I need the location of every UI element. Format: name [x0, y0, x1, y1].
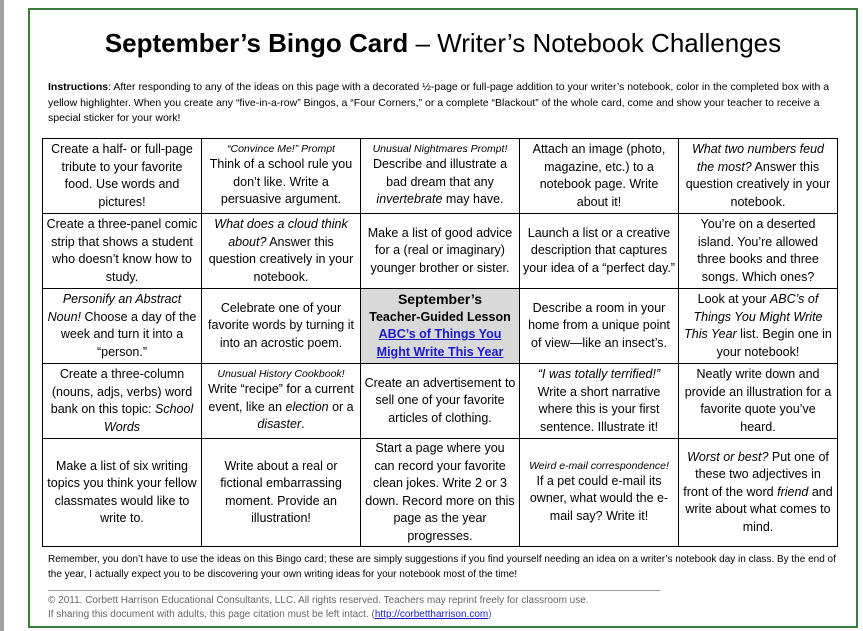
cell-emphasis: “I was totally terrified!” [537, 367, 661, 381]
bingo-row [43, 364, 838, 439]
cell-text: Answer this question creatively in your notebook. [685, 159, 831, 209]
window-edge [0, 0, 4, 631]
cell-text: Put one of these two adjectives in front of the word [683, 449, 829, 499]
cell-emphasis: School Words [103, 402, 194, 434]
bingo-cell-r3c1[interactable] [43, 289, 202, 364]
bingo-cell-r5c4[interactable] [520, 439, 679, 547]
bingo-row [43, 289, 838, 364]
bingo-cell-r5c5[interactable] [679, 439, 838, 547]
bingo-cell-r4c5[interactable] [679, 364, 838, 439]
cell-text: Answer this question creatively in your notebook. [208, 234, 354, 284]
remember-note: Remember, you don’t have to use the ideas on this Bingo card; these are simply suggestions if you find yourself needing an idea on a writer’s notebook day in class. By the end of the year, I actually expect you to be discovering your own writing ideas for your notebook most of the time! [48, 554, 836, 580]
bingo-document [28, 8, 858, 628]
cell-text: Make a list of six writing topics you think your fellow classmates would like to write to. [47, 458, 197, 525]
cell-emphasis: What two numbers feud the most? [691, 142, 824, 174]
title-bold: September’s Bingo Card [104, 28, 409, 58]
copyright-footer [48, 594, 844, 622]
copyright-close: ) [488, 609, 492, 620]
cell-text: Celebrate one of your favorite words by turning it into an acrostic poem. [208, 300, 354, 350]
bingo-cell-r3c5[interactable] [679, 289, 838, 364]
cell-text: Create a three-panel comic strip that shows a student who doesn’t know how to study. [46, 217, 198, 284]
cell-header: Unusual Nightmares Prompt! [372, 143, 508, 156]
bingo-cell-r4c1[interactable] [43, 364, 202, 439]
cell-text: Create an advertisement to sell one of your favorite articles of clothing. [364, 375, 516, 425]
cell-text: Write about a real or fictional embarrassing moment. Provide an illustration! [220, 458, 342, 525]
bingo-cell-r5c3[interactable] [361, 439, 520, 547]
cell-text: Create a half- or full-page tribute to your favorite food. Use words and pictures! [51, 142, 193, 209]
bingo-cell-r1c2[interactable] [202, 139, 361, 214]
cell-emphasis: What does a cloud think about? [214, 217, 348, 249]
instructions [48, 80, 844, 127]
bingo-cell-r1c5[interactable] [679, 139, 838, 214]
cell-emphasis: Personify an Abstract Noun! [47, 292, 182, 324]
bingo-cell-r2c5[interactable] [679, 214, 838, 289]
bingo-cell-r4c4[interactable] [520, 364, 679, 439]
center-title: September’s [397, 291, 483, 307]
bingo-grid [42, 138, 838, 547]
bingo-cell-r2c4[interactable] [520, 214, 679, 289]
bingo-cell-r2c2[interactable] [202, 214, 361, 289]
bingo-cell-r3c4[interactable] [520, 289, 679, 364]
copyright-citation: If sharing this document with adults, this page citation must be left intact. ( [48, 609, 375, 620]
cell-text: If a pet could e-mail its owner, what would the e-mail say? Write it! [529, 473, 669, 523]
cell-header: “Convince Me!” Prompt [227, 143, 335, 156]
bingo-cell-r2c3[interactable] [361, 214, 520, 289]
cell-text: Describe and illustrate a bad dream that any [372, 157, 508, 189]
bingo-cell-r4c2[interactable] [202, 364, 361, 439]
cell-header: Unusual History Cookbook! [217, 368, 345, 381]
cell-emphasis-2: friend [777, 484, 809, 499]
instructions-text: : After responding to any of the ideas on this page with a decorated ½-page or full-page addition to your writer’s notebook, color in the completed box with a yellow highlighter. When you create any “five-in-a-row” Bingos, a “Four Corners,” or a complete “Blackout” of the whole card, come and show your teacher to receive a special sticker for your work! [48, 81, 830, 124]
copyright-line-2 [48, 608, 844, 622]
cell-text: Write a short narrative where this is your first sentence. Illustrate it! [537, 384, 661, 434]
cell-mid: or a [328, 399, 354, 414]
cell-text: Create a three-column (nouns, adjs, verbs) word bank on this topic: [50, 367, 193, 416]
divider [48, 590, 660, 591]
bingo-row [43, 214, 838, 289]
bingo-cell-r3c2[interactable] [202, 289, 361, 364]
copyright-line-1: © 2011. Corbett Harrison Educational Consultants, LLC. All rights reserved. Teachers may reprint freely for classroom use. [48, 595, 589, 606]
cell-text: Look at your [697, 292, 770, 306]
cell-emphasis: invertebrate [376, 192, 443, 207]
bingo-cell-r1c1[interactable] [43, 139, 202, 214]
cell-tail: . [301, 417, 305, 432]
bingo-cell-center[interactable] [361, 289, 520, 364]
cell-text: Make a list of good advice for a (real or imaginary) younger brother or sister. [367, 225, 513, 275]
cell-text: Start a page where you can record your favorite clean jokes. Write 2 or 3 down. Record more on this page as the year progresses. [365, 441, 515, 543]
website-link[interactable]: http://corbettharrison.com [374, 609, 489, 620]
cell-text: Write “recipe” for a current event, like an [208, 382, 354, 414]
cell-emphasis: election [285, 399, 329, 414]
bingo-cell-r4c3[interactable] [361, 364, 520, 439]
cell-emphasis: ABC’s of Things You Might Write This Year [684, 292, 823, 341]
instructions-label: Instructions [48, 81, 109, 93]
bingo-cell-r1c3[interactable] [361, 139, 520, 214]
cell-text: Attach an image (photo, magazine, etc.) to a notebook page. Write about it! [532, 142, 666, 209]
cell-text: Neatly write down and provide an illustration for a favorite quote you’ve heard. [684, 367, 832, 434]
title-rest: Writer’s Notebook Challenges [437, 28, 782, 58]
cell-tail: may have. [442, 192, 504, 207]
bingo-cell-r5c1[interactable] [43, 439, 202, 547]
bingo-row [43, 439, 838, 547]
title-dash: – [408, 28, 438, 58]
cell-text: You’re on a deserted island. You’re allowed three books and three songs. Which ones? [697, 217, 819, 284]
cell-header: Weird e-mail correspondence! [529, 459, 669, 472]
cell-text: Launch a list or a creative description that captures your idea of a “perfect day.” [523, 225, 675, 275]
bingo-cell-r2c1[interactable] [43, 214, 202, 289]
cell-text: Describe a room in your home from a unique point of view—like an insect’s. [528, 300, 670, 350]
cell-emphasis: Worst or best? [687, 449, 769, 464]
bingo-cell-r5c2[interactable] [202, 439, 361, 547]
cell-tail: list. Begin one in your notebook! [716, 327, 832, 359]
page-title [30, 28, 856, 59]
cell-emphasis-2: disaster [257, 417, 302, 432]
cell-text: Think of a school rule you don’t like. Write a persuasive argument. [209, 157, 353, 207]
bingo-cell-r1c4[interactable] [520, 139, 679, 214]
bingo-row [43, 139, 838, 214]
center-subtitle: Teacher-Guided Lesson [369, 309, 511, 324]
cell-text: Choose a day of the week and turn it into a “person.” [60, 309, 197, 359]
cell-tail: and write about what comes to mind. [685, 484, 833, 534]
center-lesson-link[interactable]: ABC’s of Things You Might Write This Year [376, 327, 504, 359]
